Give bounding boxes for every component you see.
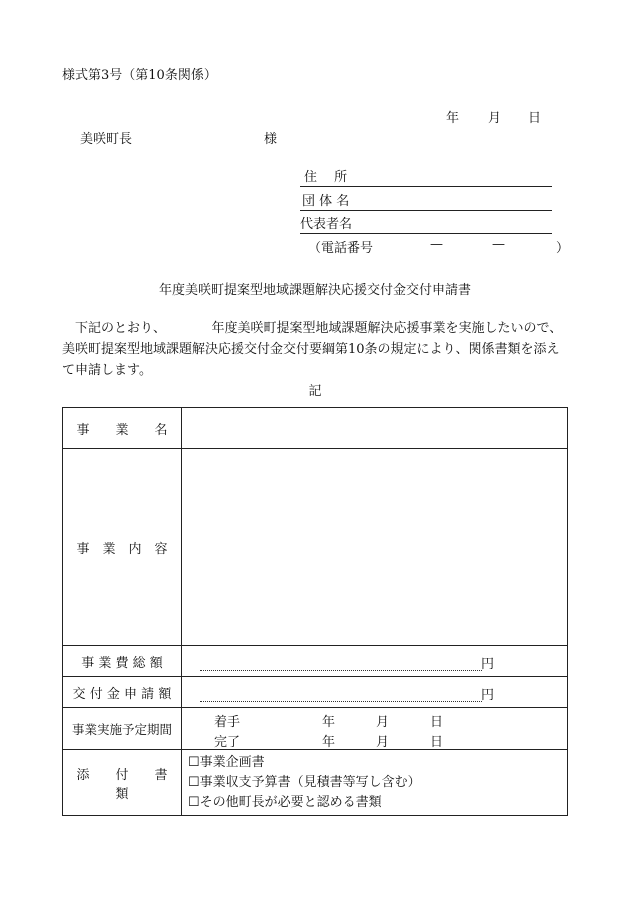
attachments-label: 添 付 書 類 xyxy=(63,750,182,816)
total-cost-amount-line[interactable] xyxy=(200,652,494,672)
attachments-cell xyxy=(182,750,568,816)
attachment-checkbox-other[interactable]: ☐その他町長が必要と認める書類 xyxy=(188,794,382,810)
phone-label: （電話番号 xyxy=(308,241,374,256)
period-end-row[interactable] xyxy=(182,729,567,749)
end-day-label: 日 xyxy=(430,734,444,750)
document-body: 下記のとおり、 年度美咲町提案型地域課題解決応援事業を実施したいので、美咲町提案型地域課題解決応援交付金交付要綱第10条の規定により、関係書類を添えて申請します。 xyxy=(62,321,563,378)
phone-dash-1: — xyxy=(430,237,443,252)
start-month-label: 月 xyxy=(376,714,390,730)
start-year-label: 年 xyxy=(322,714,336,730)
grant-amount-cell[interactable] xyxy=(182,677,568,708)
project-content-cell[interactable] xyxy=(182,449,568,646)
table-row xyxy=(63,646,568,677)
document-title: 年度美咲町提案型地域課題解決応援交付金交付申請書 xyxy=(158,283,471,298)
table-row xyxy=(63,408,568,449)
attachment-checkbox-plan[interactable]: ☐事業企画書 xyxy=(188,754,265,770)
date-month-label: 月 xyxy=(488,111,502,126)
attachment-checkbox-budget[interactable]: ☐事業収支予算書（見積書等写し含む） xyxy=(188,774,421,790)
total-cost-cell[interactable] xyxy=(182,646,568,677)
phone-close: ） xyxy=(556,241,570,256)
applicant-address-field[interactable] xyxy=(300,168,552,187)
honorific: 様 xyxy=(264,132,278,147)
date-day-label: 日 xyxy=(528,111,542,126)
date-year-label: 年 xyxy=(446,111,460,126)
representative-label: 代表者名 xyxy=(300,217,353,232)
table-row xyxy=(63,449,568,646)
grant-amount-unit: 円 xyxy=(480,687,494,703)
applicant-representative-field[interactable] xyxy=(300,215,552,234)
period-label: 事業実施予定期間 xyxy=(63,708,182,750)
table-row xyxy=(63,708,568,750)
form-number: 様式第3号（第10条関係） xyxy=(62,68,217,83)
period-cell[interactable] xyxy=(182,708,568,750)
start-day-label: 日 xyxy=(430,714,444,730)
project-name-label: 事 業 名 xyxy=(63,408,182,449)
grant-amount-label: 交 付 金 申 請 額 xyxy=(63,677,182,708)
phone-dash-2: — xyxy=(492,237,505,252)
detail-table xyxy=(62,407,568,816)
group-name-label: 団 体 名 xyxy=(302,194,350,209)
start-label: 着手 xyxy=(214,714,241,730)
project-content-label: 事 業 内 容 xyxy=(63,449,182,646)
address-label: 住 所 xyxy=(304,170,348,185)
end-year-label: 年 xyxy=(322,734,336,750)
table-row xyxy=(63,750,568,816)
total-cost-unit: 円 xyxy=(480,656,494,672)
end-label: 完了 xyxy=(214,734,241,750)
applicant-group-field[interactable] xyxy=(300,192,552,211)
grant-amount-line[interactable] xyxy=(200,683,494,703)
period-start-row[interactable] xyxy=(182,709,567,729)
addressee: 美咲町長 xyxy=(80,132,133,147)
table-row xyxy=(63,677,568,708)
project-name-cell[interactable] xyxy=(182,408,568,449)
total-cost-label: 事 業 費 総 額 xyxy=(63,646,182,677)
ki-heading: 記 xyxy=(308,384,322,399)
end-month-label: 月 xyxy=(376,734,390,750)
